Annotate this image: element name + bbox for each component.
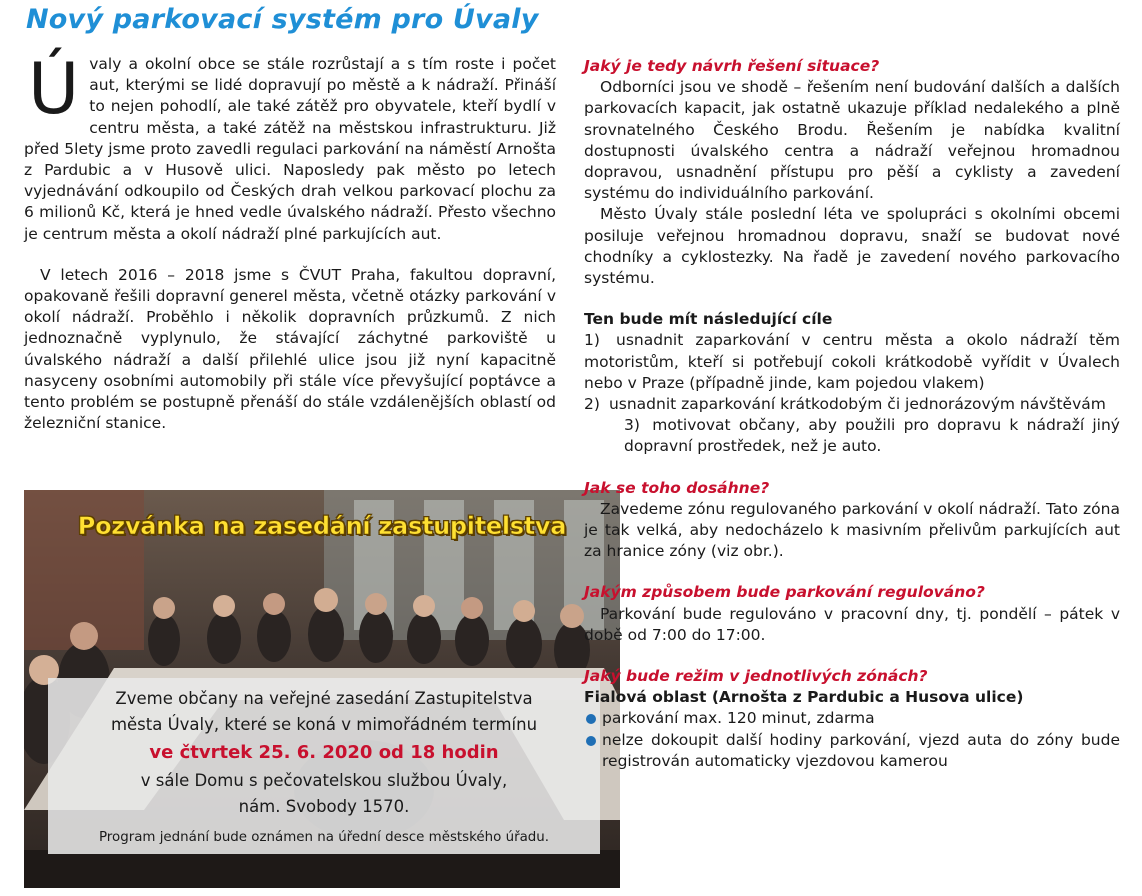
right-paragraph-4: Parkování bude regulováno v pracovní dny, tj. pondělí – pátek v době od 7:00 do 17:00. bbox=[584, 604, 1120, 644]
invitation-title: Pozvánka na zasedání zastupitelstva bbox=[77, 512, 567, 540]
right-column bbox=[584, 56, 1120, 772]
left-paragraph-1 bbox=[24, 48, 556, 245]
goal-item-2 bbox=[584, 394, 1120, 415]
left-paragraph-2: V letech 2016 – 2018 jsme s ČVUT Praha, fakultou dopravní, opakovaně řešili dopravní generel města, včetně otázky parkování v okolí nádraží. Proběhlo i několik dopravních průzkumů. Z nich jednoznačně vyplynulo, že stávající záchytné parkoviště u úvalského nádraží a další přilehlé ulice jsou již nyní kapacitně nasyceny osobními automobily při stále více převyšující poptávce a tento problém se postupně přenáší do stále vzdálenějších oblastí od železniční stanice. bbox=[24, 265, 556, 433]
goal-text-2: usnadnit zaparkování krátkodobým či jednorázovým návštěvám bbox=[608, 395, 1106, 414]
zone-rule-2 bbox=[584, 730, 1120, 772]
invitation-note: Program jednání bude oznámen na úřední desce městského úřadu. bbox=[98, 830, 550, 845]
heading-how: Jak se toho dosáhne? bbox=[584, 478, 770, 497]
left-paragraph-1-text: valy a okolní obce se stále rozrůstají a s tím roste i počet aut, kterými se lidé dopravují po městě a k nádraží. Přináší to nejen pohodlí, ale také zátěž pro obyvatele, kteří bydlí v centru města, a také zátěž na městskou infrastrukturu. Již před 5lety jsme proto zavedli regulaci parkování na náměstí Arnošta z Pardubic a v Husově ulici. Naposledy pak město po letech vyjednávání odkoupilo od Českých drah velkou parkovací plochu za 6 milionů Kč, která je hned vedle úvalského nádraží. Přesto všechno je centrum města a okolí nádraží plné parkujících aut. bbox=[24, 55, 556, 243]
goal-number-3: 3) bbox=[624, 416, 640, 435]
zone-rules-list bbox=[584, 708, 1120, 772]
invitation-panel bbox=[48, 678, 600, 854]
zone-rule-2-text: nelze dokoupit další hodiny parkování, vjezd auta do zóny bude registrován automaticky vjezdovou kamerou bbox=[602, 730, 1120, 770]
heading-zones: Jaký bude režim v jednotlivých zónách? bbox=[584, 667, 928, 686]
heading-goals: Ten bude mít následující cíle bbox=[584, 310, 833, 329]
bullet-icon bbox=[586, 736, 596, 746]
invitation-line-2: města Úvaly, které se koná v mimořádném termínu bbox=[110, 715, 538, 734]
left-column bbox=[24, 48, 556, 434]
invitation-line-4: nám. Svobody 1570. bbox=[238, 797, 410, 816]
goal-item-3 bbox=[584, 415, 1120, 457]
invitation-line-3: v sále Domu s pečovatelskou službou Úvaly, bbox=[140, 771, 508, 790]
goals-list bbox=[584, 330, 1120, 457]
right-paragraph-3: Zavedeme zónu regulovaného parkování v okolí nádraží. Tato zóna je tak velká, aby nedocházelo k masivním přelivům parkujících aut za hranice zóny (viz obr.). bbox=[584, 499, 1120, 561]
goal-item-1 bbox=[584, 330, 1120, 394]
goal-number-1: 1) bbox=[584, 331, 600, 350]
zone-rule-1 bbox=[584, 708, 1120, 729]
invitation-line-1: Zveme občany na veřejné zasedání Zastupitelstva bbox=[115, 689, 533, 708]
bullet-icon bbox=[586, 714, 596, 724]
goal-text-3: motivovat občany, aby použili pro dopravu k nádraží jiný dopravní prostředek, než je auto. bbox=[624, 416, 1120, 456]
goal-number-2: 2) bbox=[584, 395, 600, 414]
invitation-date: ve čtvrtek 25. 6. 2020 od 18 hodin bbox=[149, 742, 499, 763]
heading-regulation: Jakým způsobem bude parkování regulováno? bbox=[584, 583, 985, 602]
invitation-box bbox=[24, 490, 620, 888]
right-paragraph-1: Odborníci jsou ve shodě – řešením není budování dalších a dalších parkovacích kapacit, jak ostatně ukazuje příklad nedalekého a plně srovnatelného Českého Brodu. Řešením je nabídka kvalitní dostupnosti úvalského centra a nádraží veřejnou hromadnou dopravou, usnadnění přístupu pro pěší a cyklisty a zavedení systému do individuálního parkování. bbox=[584, 78, 1120, 203]
heading-purple-zone: Fialová oblast (Arnošta z Pardubic a Husova ulice) bbox=[584, 688, 1024, 707]
zone-rule-1-text: parkování max. 120 minut, zdarma bbox=[602, 709, 875, 728]
article-title: Nový parkovací systém pro Úvaly bbox=[26, 4, 539, 35]
heading-solution: Jaký je tedy návrh řešení situace? bbox=[584, 57, 880, 75]
right-paragraph-2: Město Úvaly stále poslední léta ve spolupráci s okolními obcemi posiluje veřejnou hromadnou dopravu, snaží se budovat nové chodníky a cyklostezky. Na řadě je zavedení nového parkovacího systému. bbox=[584, 205, 1120, 288]
drop-cap: Ú bbox=[28, 48, 80, 130]
goal-text-1: usnadnit zaparkování v centru města a okolo nádraží těm motoristům, kteří si potřebují cokoli krátkodobě vyřídit v Úvalech nebo v Praze (případně jinde, kam pojedou vlakem) bbox=[584, 331, 1120, 392]
